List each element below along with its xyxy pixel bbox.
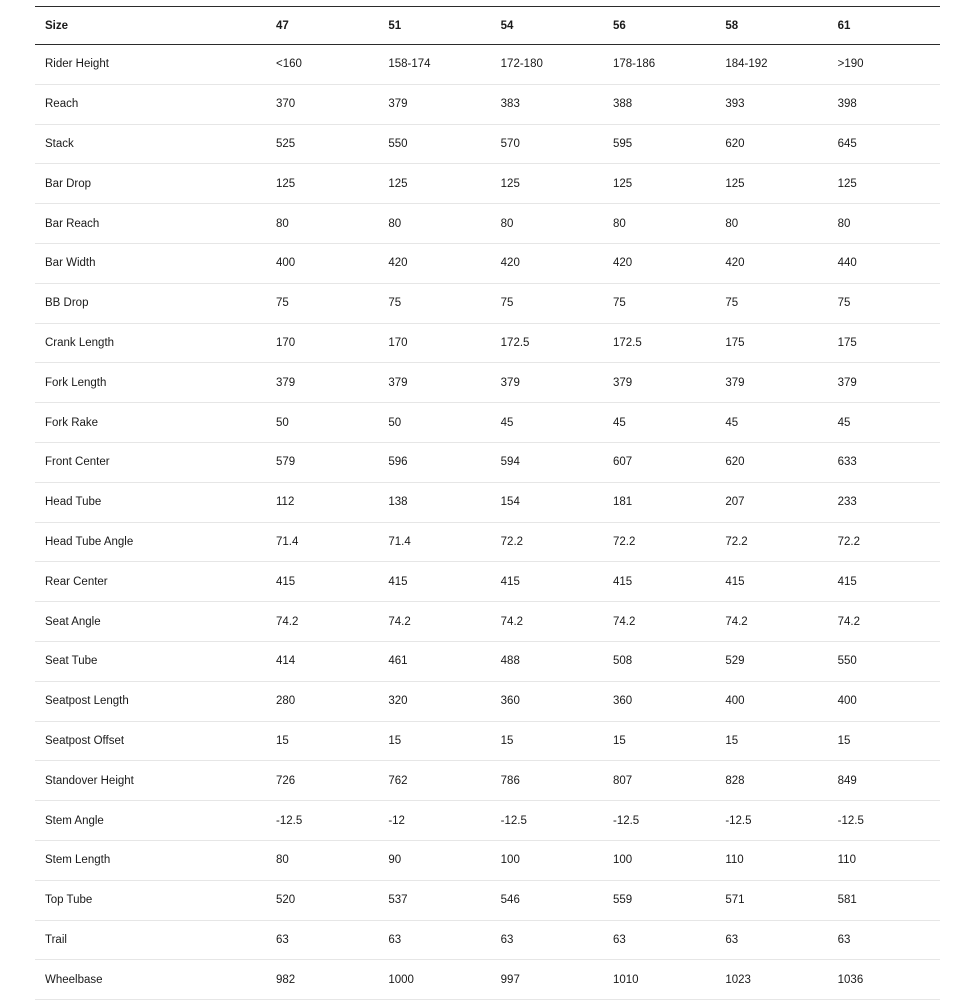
table-cell: 594 <box>491 442 603 482</box>
table-row <box>35 482 940 522</box>
table-cell: 72.2 <box>603 522 715 562</box>
header-row <box>35 7 940 45</box>
table-cell: <160 <box>266 45 378 85</box>
table-row <box>35 801 940 841</box>
table-cell: 762 <box>378 761 490 801</box>
table-cell: 415 <box>378 562 490 602</box>
table-cell: 420 <box>491 243 603 283</box>
row-label: Crank Length <box>35 323 266 363</box>
table-cell: 80 <box>266 840 378 880</box>
row-label: Bar Width <box>35 243 266 283</box>
table-cell: 63 <box>378 920 490 960</box>
geometry-table-container <box>35 6 940 1000</box>
table-row <box>35 45 940 85</box>
table-cell: 100 <box>491 840 603 880</box>
table-cell: 138 <box>378 482 490 522</box>
table-cell: 125 <box>378 164 490 204</box>
row-label: Stem Length <box>35 840 266 880</box>
table-cell: 393 <box>715 84 827 124</box>
table-cell: 1010 <box>603 960 715 1000</box>
row-label: Fork Length <box>35 363 266 403</box>
table-cell: 379 <box>828 363 940 403</box>
table-cell: 75 <box>491 283 603 323</box>
table-cell: 170 <box>378 323 490 363</box>
table-cell: 172.5 <box>603 323 715 363</box>
table-cell: 550 <box>378 124 490 164</box>
row-label: Front Center <box>35 442 266 482</box>
table-cell: 72.2 <box>828 522 940 562</box>
table-cell: 50 <box>266 403 378 443</box>
table-cell: 379 <box>378 84 490 124</box>
table-cell: 520 <box>266 880 378 920</box>
geometry-table-body <box>35 45 940 1000</box>
row-label: Seatpost Offset <box>35 721 266 761</box>
row-label: Stem Angle <box>35 801 266 841</box>
table-cell: 488 <box>491 641 603 681</box>
table-row <box>35 681 940 721</box>
table-cell: 400 <box>828 681 940 721</box>
row-label: Head Tube Angle <box>35 522 266 562</box>
table-cell: 579 <box>266 442 378 482</box>
table-cell: 74.2 <box>715 602 827 642</box>
table-cell: 74.2 <box>603 602 715 642</box>
table-cell: 982 <box>266 960 378 1000</box>
table-cell: 63 <box>603 920 715 960</box>
table-cell: 63 <box>491 920 603 960</box>
table-row <box>35 283 940 323</box>
table-cell: 15 <box>491 721 603 761</box>
header-size-58: 58 <box>715 7 827 45</box>
table-cell: 15 <box>603 721 715 761</box>
table-row <box>35 403 940 443</box>
table-cell: 100 <box>603 840 715 880</box>
table-cell: 74.2 <box>378 602 490 642</box>
table-cell: 80 <box>828 204 940 244</box>
table-cell: 125 <box>828 164 940 204</box>
table-cell: 170 <box>266 323 378 363</box>
table-cell: 125 <box>715 164 827 204</box>
header-size-label: Size <box>35 7 266 45</box>
table-cell: 71.4 <box>378 522 490 562</box>
table-cell: 370 <box>266 84 378 124</box>
table-cell: 595 <box>603 124 715 164</box>
table-cell: 581 <box>828 880 940 920</box>
table-cell: -12 <box>378 801 490 841</box>
table-cell: 379 <box>378 363 490 403</box>
table-cell: 379 <box>715 363 827 403</box>
table-cell: 559 <box>603 880 715 920</box>
table-cell: 388 <box>603 84 715 124</box>
table-cell: 786 <box>491 761 603 801</box>
header-size-61: 61 <box>828 7 940 45</box>
table-cell: 74.2 <box>828 602 940 642</box>
table-row <box>35 164 940 204</box>
table-cell: >190 <box>828 45 940 85</box>
table-cell: 398 <box>828 84 940 124</box>
table-cell: 570 <box>491 124 603 164</box>
table-row <box>35 641 940 681</box>
table-cell: 1023 <box>715 960 827 1000</box>
table-row <box>35 124 940 164</box>
geometry-table-header <box>35 7 940 45</box>
table-cell: 75 <box>715 283 827 323</box>
table-cell: 175 <box>715 323 827 363</box>
table-cell: 158-174 <box>378 45 490 85</box>
table-cell: 80 <box>491 204 603 244</box>
table-cell: 80 <box>266 204 378 244</box>
table-cell: 45 <box>603 403 715 443</box>
table-cell: 63 <box>266 920 378 960</box>
row-label: Bar Drop <box>35 164 266 204</box>
table-cell: 997 <box>491 960 603 1000</box>
table-cell: 125 <box>603 164 715 204</box>
table-cell: 45 <box>828 403 940 443</box>
table-cell: 807 <box>603 761 715 801</box>
table-cell: 571 <box>715 880 827 920</box>
table-cell: -12.5 <box>603 801 715 841</box>
header-size-54: 54 <box>491 7 603 45</box>
row-label: Bar Reach <box>35 204 266 244</box>
table-cell: 75 <box>266 283 378 323</box>
table-row <box>35 721 940 761</box>
table-cell: 112 <box>266 482 378 522</box>
table-row <box>35 204 940 244</box>
table-cell: -12.5 <box>266 801 378 841</box>
row-label: Rider Height <box>35 45 266 85</box>
table-cell: 63 <box>828 920 940 960</box>
table-cell: 360 <box>491 681 603 721</box>
header-size-51: 51 <box>378 7 490 45</box>
table-cell: 596 <box>378 442 490 482</box>
table-cell: 172-180 <box>491 45 603 85</box>
table-row <box>35 920 940 960</box>
table-cell: 400 <box>266 243 378 283</box>
table-row <box>35 522 940 562</box>
table-row <box>35 562 940 602</box>
row-label: Seat Angle <box>35 602 266 642</box>
table-cell: 415 <box>715 562 827 602</box>
table-cell: 45 <box>491 403 603 443</box>
table-cell: 15 <box>378 721 490 761</box>
table-cell: 154 <box>491 482 603 522</box>
table-cell: 110 <box>715 840 827 880</box>
table-cell: 607 <box>603 442 715 482</box>
table-cell: 125 <box>491 164 603 204</box>
table-cell: 74.2 <box>491 602 603 642</box>
table-cell: 849 <box>828 761 940 801</box>
table-row <box>35 363 940 403</box>
table-cell: 72.2 <box>715 522 827 562</box>
table-row <box>35 840 940 880</box>
table-cell: 726 <box>266 761 378 801</box>
row-label: Trail <box>35 920 266 960</box>
table-row <box>35 243 940 283</box>
header-size-47: 47 <box>266 7 378 45</box>
table-cell: 508 <box>603 641 715 681</box>
table-cell: 415 <box>603 562 715 602</box>
table-cell: 280 <box>266 681 378 721</box>
table-cell: 233 <box>828 482 940 522</box>
row-label: Wheelbase <box>35 960 266 1000</box>
header-size-56: 56 <box>603 7 715 45</box>
row-label: Rear Center <box>35 562 266 602</box>
table-cell: 75 <box>828 283 940 323</box>
table-row <box>35 602 940 642</box>
table-row <box>35 761 940 801</box>
table-cell: 75 <box>378 283 490 323</box>
table-cell: 633 <box>828 442 940 482</box>
table-cell: -12.5 <box>828 801 940 841</box>
row-label: Fork Rake <box>35 403 266 443</box>
table-cell: 360 <box>603 681 715 721</box>
table-cell: 80 <box>603 204 715 244</box>
table-cell: 546 <box>491 880 603 920</box>
table-cell: 550 <box>828 641 940 681</box>
table-cell: 379 <box>266 363 378 403</box>
table-cell: 15 <box>266 721 378 761</box>
table-cell: 80 <box>715 204 827 244</box>
table-row <box>35 323 940 363</box>
row-label: Seat Tube <box>35 641 266 681</box>
geometry-table <box>35 6 940 1000</box>
table-cell: 63 <box>715 920 827 960</box>
table-cell: 15 <box>715 721 827 761</box>
table-cell: 537 <box>378 880 490 920</box>
table-cell: 440 <box>828 243 940 283</box>
table-cell: 379 <box>603 363 715 403</box>
table-cell: 72.2 <box>491 522 603 562</box>
table-cell: 172.5 <box>491 323 603 363</box>
row-label: Head Tube <box>35 482 266 522</box>
table-cell: 383 <box>491 84 603 124</box>
table-cell: 420 <box>378 243 490 283</box>
table-cell: 90 <box>378 840 490 880</box>
table-cell: 525 <box>266 124 378 164</box>
table-cell: 207 <box>715 482 827 522</box>
row-label: Top Tube <box>35 880 266 920</box>
row-label: Stack <box>35 124 266 164</box>
table-cell: 461 <box>378 641 490 681</box>
table-cell: 71.4 <box>266 522 378 562</box>
table-cell: 110 <box>828 840 940 880</box>
table-cell: 828 <box>715 761 827 801</box>
table-cell: 175 <box>828 323 940 363</box>
table-cell: 415 <box>266 562 378 602</box>
table-row <box>35 442 940 482</box>
table-cell: 74.2 <box>266 602 378 642</box>
row-label: Seatpost Length <box>35 681 266 721</box>
table-cell: 15 <box>828 721 940 761</box>
table-cell: 620 <box>715 442 827 482</box>
table-cell: 1000 <box>378 960 490 1000</box>
table-cell: 420 <box>603 243 715 283</box>
table-cell: -12.5 <box>715 801 827 841</box>
table-cell: 415 <box>828 562 940 602</box>
table-cell: 379 <box>491 363 603 403</box>
table-row <box>35 84 940 124</box>
table-cell: 414 <box>266 641 378 681</box>
row-label: Reach <box>35 84 266 124</box>
table-cell: -12.5 <box>491 801 603 841</box>
row-label: BB Drop <box>35 283 266 323</box>
table-cell: 320 <box>378 681 490 721</box>
table-cell: 178-186 <box>603 45 715 85</box>
table-cell: 645 <box>828 124 940 164</box>
table-cell: 415 <box>491 562 603 602</box>
table-cell: 80 <box>378 204 490 244</box>
table-cell: 184-192 <box>715 45 827 85</box>
table-cell: 181 <box>603 482 715 522</box>
table-cell: 125 <box>266 164 378 204</box>
table-cell: 1036 <box>828 960 940 1000</box>
table-cell: 400 <box>715 681 827 721</box>
table-row <box>35 880 940 920</box>
row-label: Standover Height <box>35 761 266 801</box>
table-cell: 50 <box>378 403 490 443</box>
table-cell: 75 <box>603 283 715 323</box>
table-cell: 420 <box>715 243 827 283</box>
table-cell: 620 <box>715 124 827 164</box>
table-cell: 45 <box>715 403 827 443</box>
table-cell: 529 <box>715 641 827 681</box>
